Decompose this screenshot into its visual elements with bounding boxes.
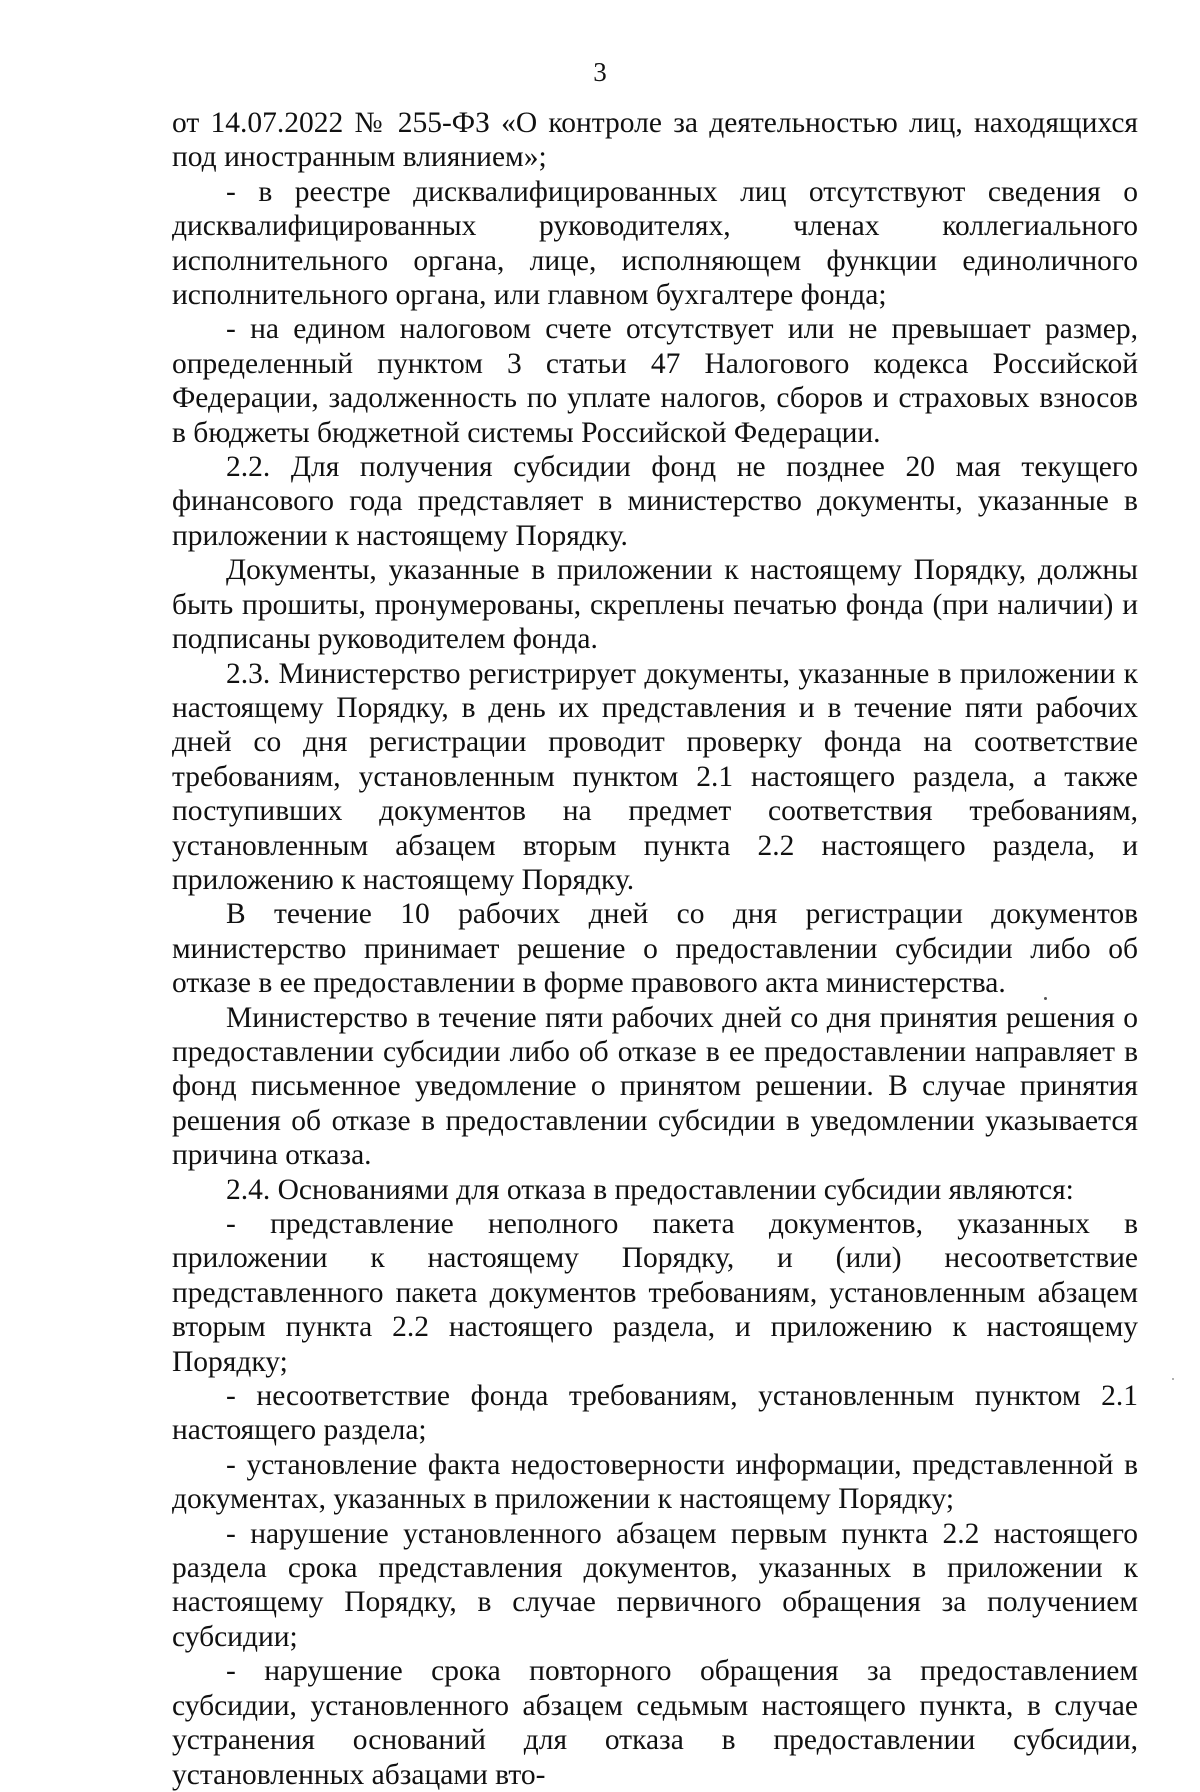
- paragraph-deadline-violation: - нарушение установленного абзацем первым пункта 2.2 настоящего раздела срока представления документов, указанных в приложении к настоящему Порядку, в случае первичного обращения за получением субсидии;: [172, 1517, 1138, 1653]
- paragraph-2-2: 2.2. Для получения субсидии фонд не позднее 20 мая текущего финансового года представляет в министерство документы, указанные в приложении к настоящему Порядку.: [172, 451, 1138, 552]
- paragraph-2-4: 2.4. Основаниями для отказа в предоставлении субсидии являются:: [226, 1173, 1074, 1206]
- document-body: [172, 106, 1138, 1792]
- paragraph-law-reference: от 14.07.2022 № 255-ФЗ «О контроле за деятельностью лиц, находящихся под иностранным влиянием»;: [172, 107, 1138, 174]
- paragraph-2-3: 2.3. Министерство регистрирует документы, указанные в приложении к настоящему Порядку, в день их представления и в течение пяти рабочих дней со дня регистрации проводит проверку фонда на соответствие требованиям, установленным пунктом 2.1 настоящего раздела, а также поступивших документов на предмет соответствия требованиям, установленным абзацем вторым пункта 2.2 настоящего раздела, и приложению к настоящему Порядку.: [172, 657, 1138, 896]
- paragraph-decision-term: В течение 10 рабочих дней со дня регистрации документов министерство принимает решение о предоставлении субсидии либо об отказе в ее предоставлении в форме правового акта министерства.: [172, 898, 1138, 1000]
- paragraph-false-information: - установление факта недостоверности информации, представленной в документах, указанных в приложении к настоящему Порядку;: [172, 1448, 1138, 1516]
- scan-speck: [1172, 1378, 1174, 1380]
- paragraph-documents-requirements: Документы, указанные в приложении к настоящему Порядку, должны быть прошиты, пронумерованы, скреплены печатью фонда (при наличии) и подписаны руководителем фонда.: [172, 554, 1138, 656]
- page-number: 3: [593, 57, 607, 87]
- scan-speck: [1044, 997, 1047, 1000]
- paragraph-notification: Министерство в течение пяти рабочих дней со дня принятия решения о предоставлении субсидии либо об отказе в ее предоставлении направляет в фонд письменное уведомление о принятом решении. В случае принятия решения об отказе в предоставлении субсидии в уведомлении указывается причина отказа.: [172, 1001, 1138, 1172]
- paragraph-nonconformity: - несоответствие фонда требованиям, установленным пунктом 2.1 настоящего раздела;: [172, 1380, 1138, 1447]
- paragraph-disqualified-registry: - в реестре дисквалифицированных лиц отсутствуют сведения о дисквалифицированных руководителях, членах коллегиального исполнительного органа, лице, исполняющем функции единоличного исполнительного органа, или главном бухгалтере фонда;: [172, 175, 1138, 312]
- paragraph-tax-debt: - на едином налоговом счете отсутствует или не превышает размер, определенный пунктом 3 статьи 47 Налогового кодекса Российской Федерации, задолженность по уплате налогов, сборов и страховых взносов в бюджеты бюджетной системы Российской Федерации.: [172, 313, 1138, 449]
- paragraph-incomplete-package: - представление неполного пакета документов, указанных в приложении к настоящему Порядку, и (или) несоответствие представленного пакета документов требованиям, установленным абзацем вторым пункта 2.2 настоящего раздела, и приложению к настоящему Порядку;: [172, 1208, 1138, 1378]
- paragraph-repeat-deadline: - нарушение срока повторного обращения за предоставлением субсидии, установленного абзацем седьмым настоящего пункта, в случае устранения оснований для отказа в предоставлении субсидии, установленных абзацами вто-: [172, 1655, 1138, 1791]
